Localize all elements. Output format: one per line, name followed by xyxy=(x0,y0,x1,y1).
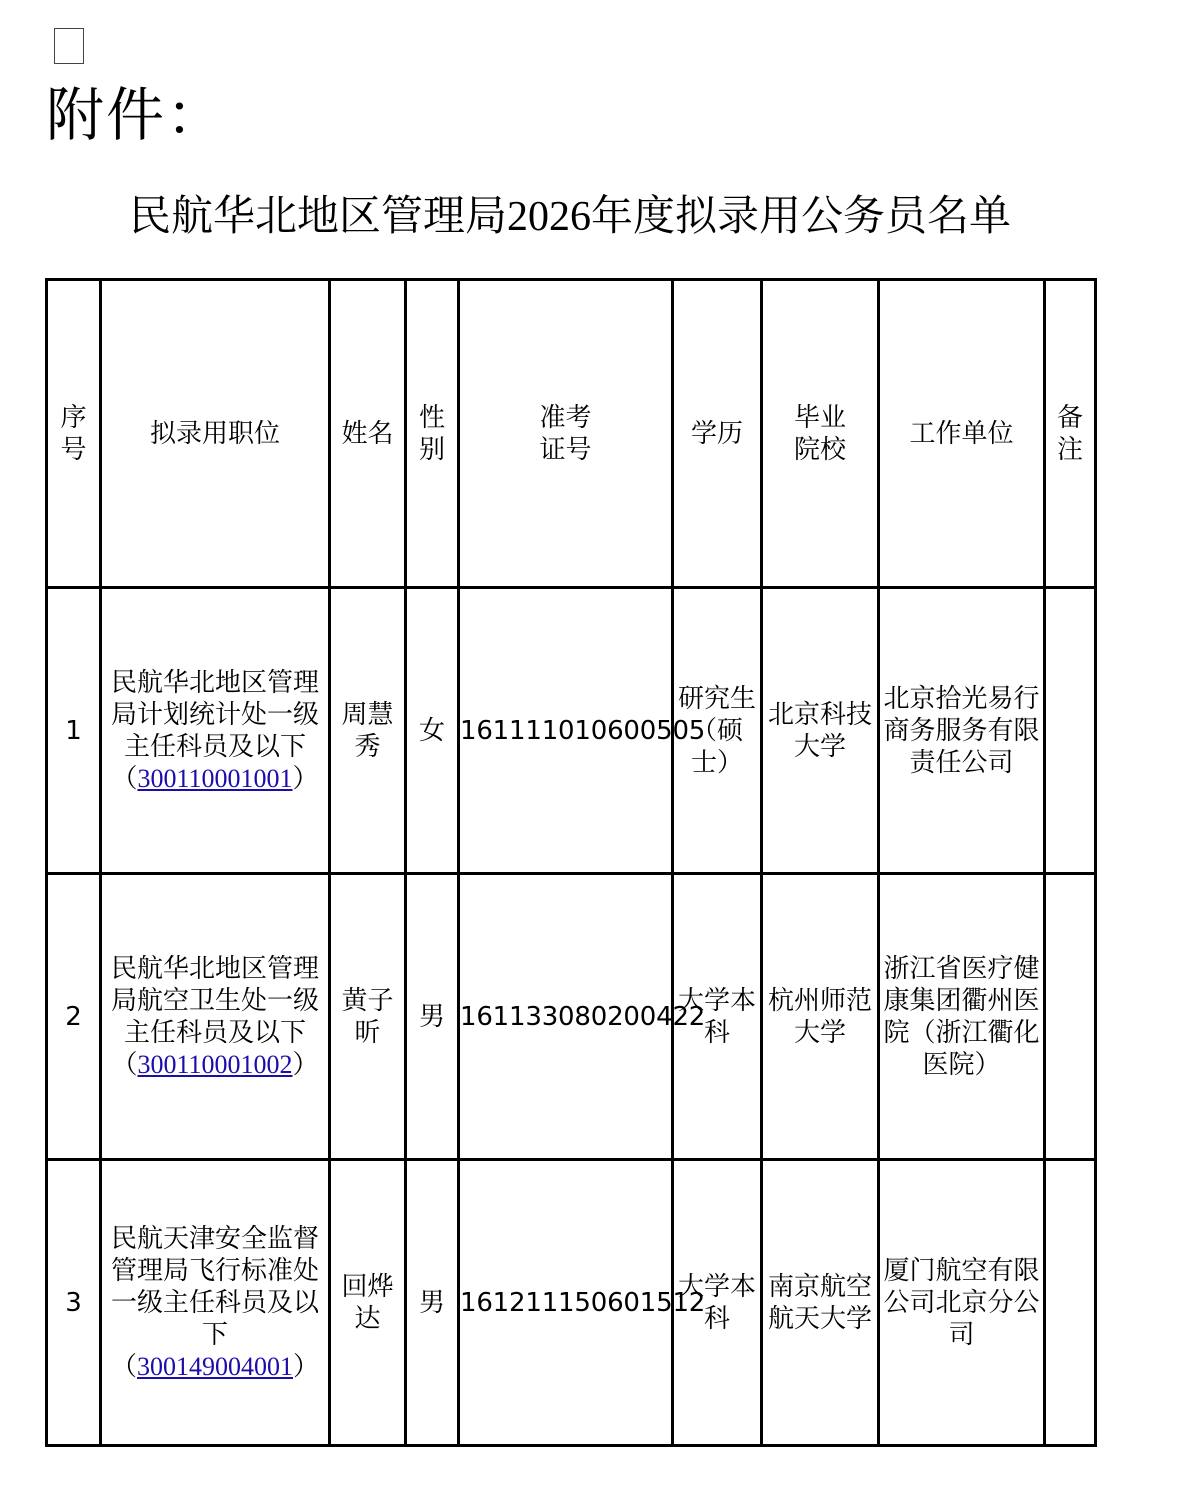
roster-table xyxy=(45,278,1097,1447)
col-header-school-line1: 毕业 xyxy=(793,402,846,433)
education-text: 研究生（硕士） xyxy=(677,683,756,778)
col-header-exam-id xyxy=(459,280,673,588)
cell-remark xyxy=(1045,588,1096,874)
col-header-school xyxy=(762,280,879,588)
position-text: 民航华北地区管理局航空卫生处一级主任科员及以下 xyxy=(110,953,319,1048)
col-header-gender xyxy=(406,280,459,588)
name-text: 黄子昕 xyxy=(341,985,394,1048)
cell-school xyxy=(762,874,879,1160)
page-title xyxy=(0,188,1140,245)
attachment-label: 附件： xyxy=(46,81,227,149)
checkbox-icon[interactable] xyxy=(54,28,84,64)
col-header-name: 姓名 xyxy=(330,280,406,588)
cell-gender: 男 xyxy=(406,1160,459,1446)
employer-text: 厦门航空有限公司北京分公司 xyxy=(883,1255,1040,1350)
cell-seq: 1 xyxy=(47,588,101,874)
name-text: 回烨达 xyxy=(341,1271,394,1334)
cell-employer xyxy=(879,588,1045,874)
table-row xyxy=(47,1160,1096,1446)
cell-education xyxy=(673,874,762,1160)
school-text: 杭州师范大学 xyxy=(767,985,872,1048)
cell-name xyxy=(330,1160,406,1446)
title-year: 2026 xyxy=(507,194,591,240)
cell-education xyxy=(673,1160,762,1446)
cell-gender: 男 xyxy=(406,874,459,1160)
cell-position: 民航华北地区管理局航空卫生处一级主任科员及以下 （300110001002） xyxy=(101,874,330,1160)
position-text: 民航天津安全监督管理局飞行标准处一级主任科员及以下 xyxy=(110,1223,319,1350)
col-header-seq-line1: 序 xyxy=(60,402,87,433)
name-text: 周慧秀 xyxy=(341,699,394,762)
table-row xyxy=(47,588,1096,874)
col-header-school-line2: 院校 xyxy=(793,434,846,465)
cell-exam-id: 161133080200422 xyxy=(459,874,673,1160)
school-text: 南京航空航天大学 xyxy=(767,1271,872,1334)
cell-remark xyxy=(1045,1160,1096,1446)
cell-remark xyxy=(1045,874,1096,1160)
col-header-employer: 工作单位 xyxy=(879,280,1045,588)
col-header-position: 拟录用职位 xyxy=(101,280,330,588)
cell-exam-id: 161211150601512 xyxy=(459,1160,673,1446)
col-header-remark-line2: 注 xyxy=(1056,434,1083,465)
education-text: 大学本科 xyxy=(677,1271,756,1334)
cell-seq: 2 xyxy=(47,874,101,1160)
col-header-seq-line2: 号 xyxy=(60,434,87,465)
position-code-link[interactable]: 300110001002 xyxy=(137,1049,293,1079)
col-header-exam-id-line2: 证号 xyxy=(539,434,592,465)
title-part1: 民航华北地区管理局 xyxy=(128,191,507,240)
col-header-education: 学历 xyxy=(673,280,762,588)
table-header-row xyxy=(47,280,1096,588)
cell-school xyxy=(762,588,879,874)
title-part2: 年度拟录用公务员名单 xyxy=(591,191,1012,240)
cell-employer xyxy=(879,874,1045,1160)
cell-name xyxy=(330,874,406,1160)
position-code-link[interactable]: 300110001001 xyxy=(137,763,293,793)
table-row xyxy=(47,874,1096,1160)
position-code-link[interactable]: 300149004001 xyxy=(137,1351,293,1381)
position-text: 民航华北地区管理局计划统计处一级主任科员及以下 xyxy=(110,667,319,762)
cell-education xyxy=(673,588,762,874)
col-header-remark-line1: 备 xyxy=(1056,402,1083,433)
employer-text: 北京拾光易行商务服务有限责任公司 xyxy=(883,683,1040,778)
cell-employer xyxy=(879,1160,1045,1446)
employer-text: 浙江省医疗健康集团衢州医院（浙江衢化医院） xyxy=(883,953,1040,1080)
cell-name xyxy=(330,588,406,874)
cell-seq: 3 xyxy=(47,1160,101,1446)
col-header-gender-line1: 性 xyxy=(418,402,445,433)
col-header-remark xyxy=(1045,280,1096,588)
col-header-exam-id-line1: 准考 xyxy=(539,402,592,433)
col-header-gender-line2: 别 xyxy=(418,434,445,465)
cell-school xyxy=(762,1160,879,1446)
school-text: 北京科技大学 xyxy=(767,699,872,762)
cell-gender: 女 xyxy=(406,588,459,874)
cell-position: 民航华北地区管理局计划统计处一级主任科员及以下 （300110001001） xyxy=(101,588,330,874)
cell-exam-id: 161111010600505 xyxy=(459,588,673,874)
col-header-seq xyxy=(47,280,101,588)
cell-position: 民航天津安全监督管理局飞行标准处一级主任科员及以下 （300149004001） xyxy=(101,1160,330,1446)
education-text: 大学本科 xyxy=(677,985,756,1048)
